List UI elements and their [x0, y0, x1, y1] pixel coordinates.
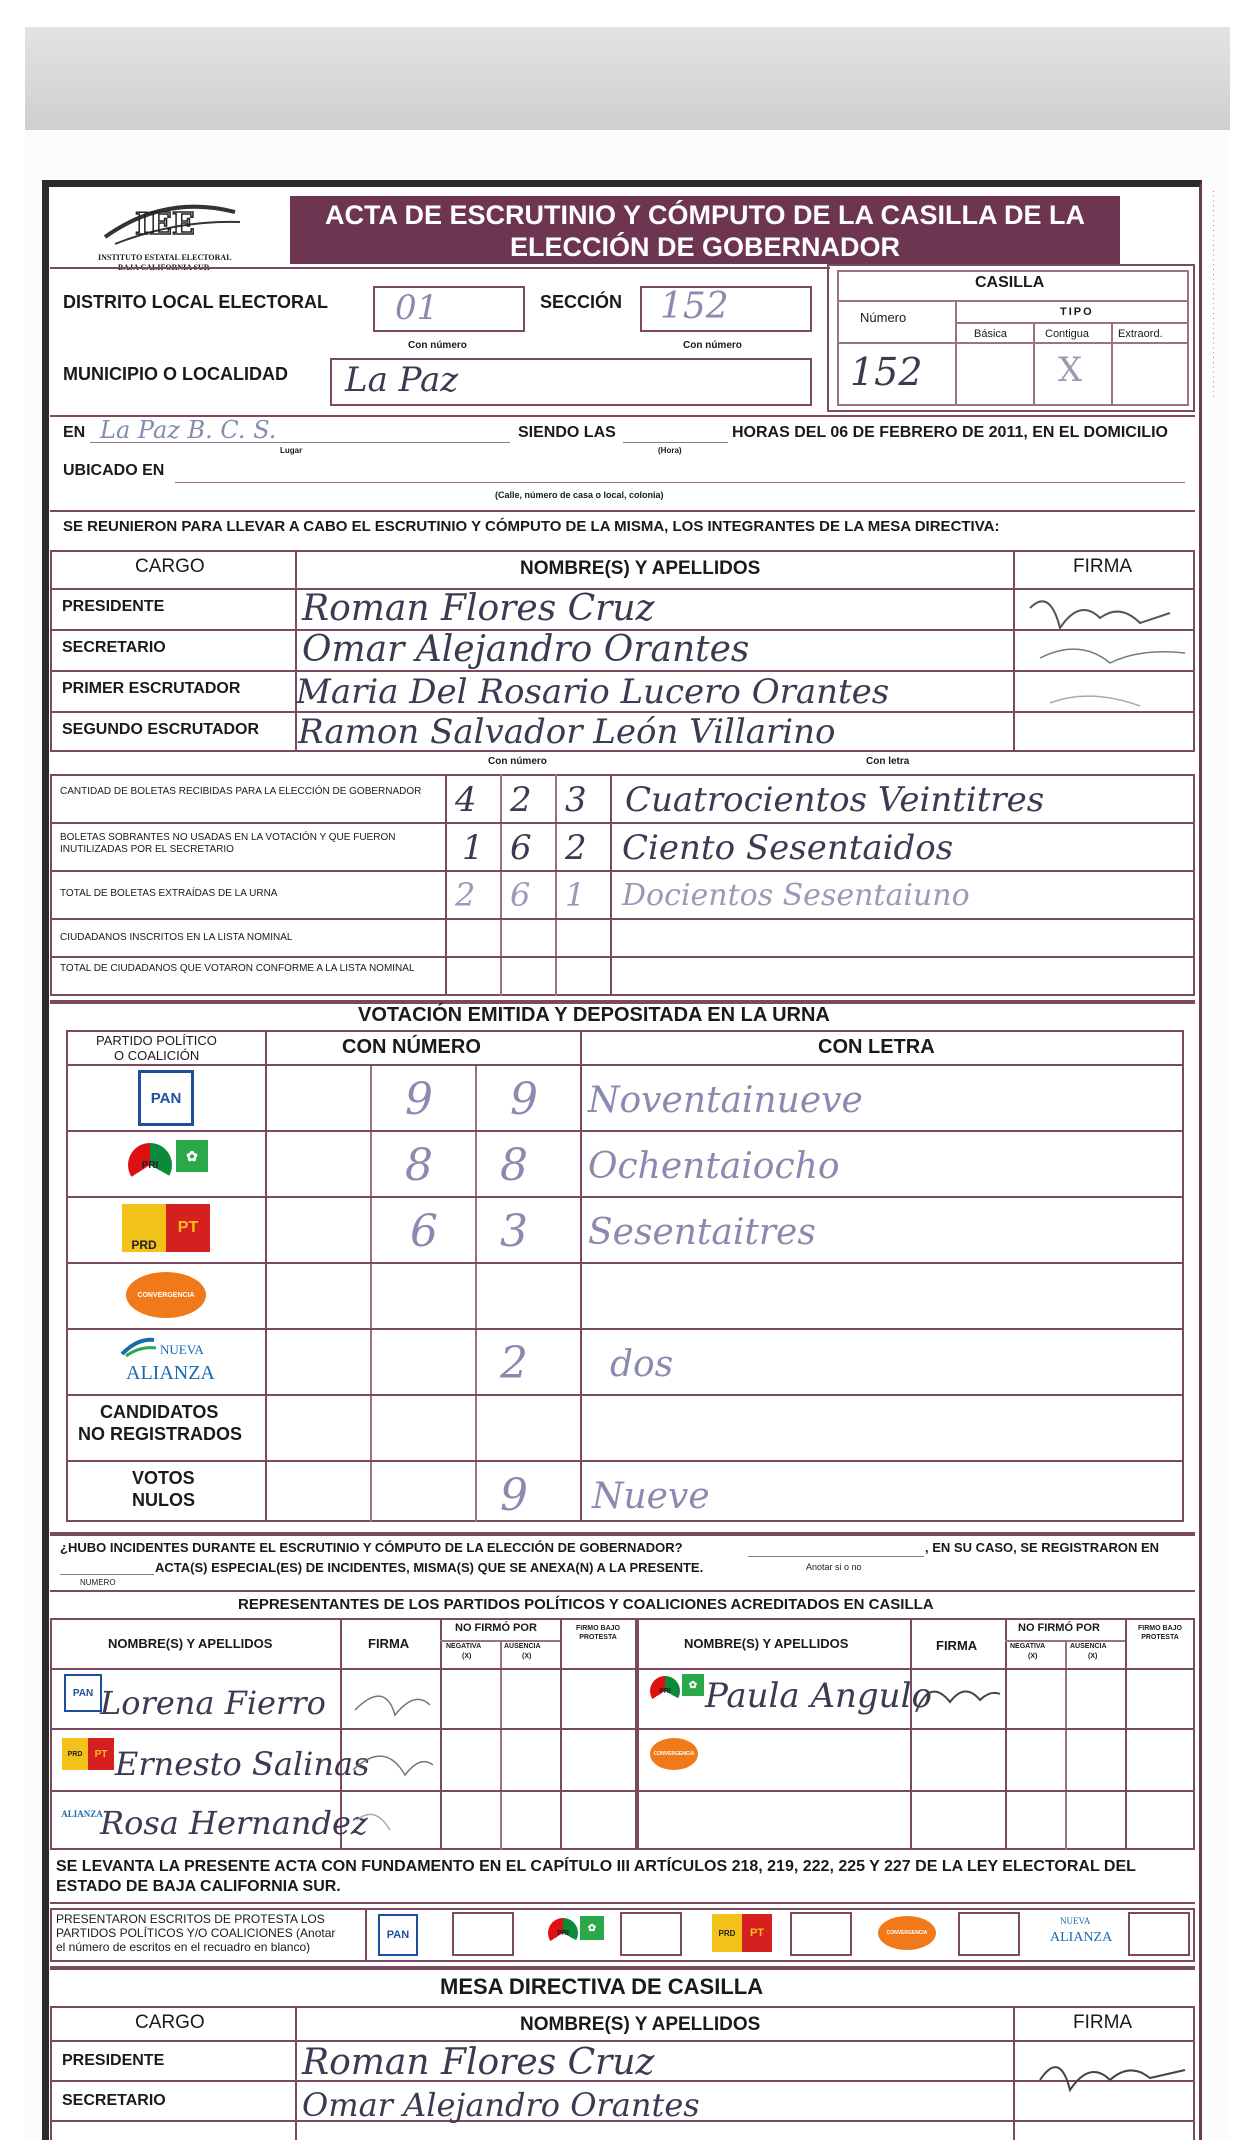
- boletas-sobrantes-d1: 1: [462, 828, 484, 868]
- boletas-sobrantes-d2: 6: [510, 828, 532, 868]
- protesta-pvem-logo-icon: ✿: [580, 1916, 604, 1940]
- title-line-1: ACTA DE ESCRUTINIO Y CÓMPUTO DE LA CASILLA DE LA: [324, 200, 1086, 230]
- protesta-pan-box[interactable]: [452, 1912, 514, 1956]
- boletas-recibidas-d1: 4: [455, 780, 477, 820]
- tipo-extraord: Extraord.: [1118, 328, 1163, 340]
- nulos-votos-letra: Nueve: [592, 1476, 710, 1517]
- protesta-prd-logo-icon: PRD: [712, 1914, 742, 1952]
- mesa-final-cargo-presidente: PRESIDENTE: [62, 2052, 165, 2069]
- boletas-extraidas-letra: Docientos Sesentaiuno: [622, 878, 970, 913]
- pri-logo-icon: PRI: [128, 1143, 172, 1187]
- mesa-col-firma: FIRMA: [1073, 556, 1133, 577]
- pt-logo-icon: PT: [166, 1204, 210, 1252]
- prd-votos-letra: Sesentaitres: [588, 1212, 816, 1253]
- prd-logo-icon: PRD: [122, 1204, 166, 1252]
- mesa-final-cargo-secretario: SECRETARIO: [62, 2092, 166, 2109]
- lugar-note: Lugar: [280, 446, 303, 455]
- mesa-cargo-secretario: SECRETARIO: [62, 639, 166, 656]
- na-votos-letra: dos: [610, 1344, 674, 1385]
- votacion-col-partido-2: O COALICIÓN: [114, 1048, 200, 1063]
- protesta-line3: el número de escritos en el recuadro en blanco): [56, 1940, 311, 1954]
- protesta-na-logo-icon: NUEVA ALIANZA: [1050, 1916, 1113, 1945]
- ciudadanos-inscritos-label: CIUDADANOS INSCRITOS EN LA LISTA NOMINAL: [60, 932, 293, 943]
- mesa-nombre-segundo: Ramon Salvador León Villarino: [298, 712, 836, 752]
- pvem-logo-icon: ✿: [176, 1140, 208, 1172]
- rep-no-firmo-left: NO FIRMÓ POR: [455, 1622, 537, 1634]
- side-margin-text: · · · · · · · · · · · · · · · · · · · · · · · · · · · · · · · · · · · · · · · · · · ·: [1209, 190, 1218, 398]
- boletas-extraidas-d1: 2: [455, 876, 476, 914]
- candidatos-label-2: NO REGISTRADOS: [78, 1424, 243, 1444]
- protesta-pan-logo-icon: PAN: [378, 1914, 418, 1956]
- horas-text: HORAS DEL 06 DE FEBRERO DE 2011, EN EL DOMICILIO: [732, 424, 1168, 441]
- fundamento-line2: ESTADO DE BAJA CALIFORNIA SUR.: [56, 1878, 341, 1895]
- numero-value: 152: [850, 350, 923, 394]
- rep-col-nombre-right: NOMBRE(S) Y APELLIDOS: [684, 1636, 849, 1651]
- protesta-line2: PARTIDOS POLÍTICOS Y/O COALICIONES (Anotar: [56, 1926, 336, 1940]
- rep-pan-logo-icon: PAN: [64, 1674, 102, 1712]
- boletas-extraidas-label: TOTAL DE BOLETAS EXTRAÍDAS DE LA URNA: [60, 888, 278, 899]
- rep-pt-logo-icon: PT: [88, 1738, 114, 1770]
- incidentes-line2: ACTA(S) ESPECIAL(ES) DE INCIDENTES, MISMA(S) QUE SE ANEXA(N) A LA PRESENTE.: [155, 1560, 704, 1575]
- votacion-col-letra: CON LETRA: [818, 1036, 935, 1058]
- incidentes-line1b: , EN SU CASO, SE REGISTRARON EN: [925, 1540, 1160, 1555]
- mesa-final-col-firma: FIRMA: [1073, 2012, 1133, 2033]
- title-line-2: ELECCIÓN DE GOBERNADOR: [509, 232, 901, 262]
- boletas-sobrantes-label: BOLETAS SOBRANTES NO USADAS EN LA VOTACIÓN Y QUE FUERON INUTILIZADAS POR EL SECRETARIO: [60, 832, 396, 855]
- distrito-label: DISTRITO LOCAL ELECTORAL: [63, 292, 329, 312]
- municipio-label: MUNICIPIO O LOCALIDAD: [63, 364, 288, 384]
- rep-col-nombre-left: NOMBRE(S) Y APELLIDOS: [108, 1636, 273, 1651]
- mesa-cargo-presidente: PRESIDENTE: [62, 598, 165, 615]
- rep-x-neg-left: (X): [462, 1653, 472, 1660]
- rep-x-aus-right: (X): [1088, 1653, 1098, 1660]
- rep-firmo-bajo-right: FIRMO BAJO PROTESTA: [1138, 1625, 1182, 1641]
- boletas-con-numero: Con número: [488, 756, 547, 767]
- rep-col-firma-left: FIRMA: [368, 1636, 410, 1651]
- en-value: La Paz B. C. S.: [100, 416, 277, 444]
- boletas-sobrantes-letra: Ciento Sesentaidos: [622, 828, 954, 868]
- logo-text: IEE: [135, 207, 195, 242]
- incidentes-anotar: Anotar si o no: [806, 1562, 862, 1572]
- protesta-pri-box[interactable]: [620, 1912, 682, 1956]
- pri-votos-d2: 8: [405, 1140, 433, 1191]
- rep-na-nombre: Rosa Hernandez: [100, 1804, 368, 1842]
- mesa-nombre-primer: Maria Del Rosario Lucero Orantes: [296, 672, 890, 712]
- en-label: EN: [63, 424, 86, 441]
- mesa-final-nombre-presidente: Roman Flores Cruz: [302, 2042, 655, 2083]
- rep-pvem-logo-icon: ✿: [682, 1674, 704, 1696]
- mesa-cargo-segundo: SEGUNDO ESCRUTADOR: [62, 721, 260, 738]
- seccion-label: SECCIÓN: [540, 292, 623, 312]
- votacion-col-partido-1: PARTIDO POLÍTICO: [96, 1033, 217, 1048]
- rep-negativa-left: NEGATIVA: [446, 1643, 482, 1650]
- rep-firmas-left-signature: [345, 1670, 437, 1850]
- calle-note: (Calle, número de casa o local, colonia): [495, 490, 664, 500]
- tipo-contigua: Contigua: [1045, 328, 1090, 340]
- distrito-value: 01: [395, 288, 439, 328]
- seccion-value: 152: [660, 286, 729, 327]
- fundamento-line1: SE LEVANTA LA PRESENTE ACTA CON FUNDAMENTO EN EL CAPÍTULO III ARTÍCULOS 218, 219, 222, 225 Y 227 DE LA LEY ELECTORAL DEL: [56, 1858, 1136, 1875]
- protesta-pri-logo-icon: PRI: [548, 1918, 578, 1948]
- prd-votos-d3: 3: [500, 1206, 528, 1257]
- rep-prd-nombre: Ernesto Salinas: [115, 1745, 370, 1783]
- representantes-title: REPRESENTANTES DE LOS PARTIDOS POLÍTICOS Y COALICIONES ACREDITADOS EN CASILLA: [238, 1596, 934, 1613]
- nulos-votos-d3: 9: [500, 1470, 528, 1521]
- municipio-value: La Paz: [345, 360, 459, 400]
- seccion-note: Con número: [683, 340, 742, 351]
- pan-votos-d2: 9: [405, 1074, 433, 1125]
- mesa-nombre-secretario: Omar Alejandro Orantes: [302, 629, 750, 670]
- tipo-mark: X: [1058, 350, 1083, 390]
- tipo-label: TIPO: [1060, 306, 1094, 318]
- mesa-cargo-primer: PRIMER ESCRUTADOR: [62, 680, 241, 697]
- pri-votos-letra: Ochentaiocho: [588, 1146, 840, 1187]
- org-state: BAJA CALIFORNIA SUR: [118, 263, 210, 272]
- rep-firmo-bajo-left: FIRMO BAJO PROTESTA: [576, 1625, 620, 1641]
- incidentes-line1: ¿HUBO INCIDENTES DURANTE EL ESCRUTINIO Y CÓMPUTO DE LA ELECCIÓN DE GOBERNADOR?: [60, 1540, 683, 1555]
- boletas-recibidas-label: CANTIDAD DE BOLETAS RECIBIDAS PARA LA ELECCIÓN DE GOBERNADOR: [60, 786, 422, 797]
- ubicado-label: UBICADO EN: [63, 462, 165, 479]
- protesta-convergencia-box[interactable]: [958, 1912, 1020, 1956]
- numero-label: Número: [860, 310, 907, 325]
- candidatos-label-1: CANDIDATOS: [100, 1402, 219, 1422]
- boletas-con-letra: Con letra: [866, 756, 910, 767]
- casilla-label: CASILLA: [975, 274, 1045, 291]
- iee-emblem-icon: [95, 192, 245, 252]
- rep-x-neg-right: (X): [1028, 1653, 1038, 1660]
- ciudadanos-votaron-label: TOTAL DE CIUDADANOS QUE VOTARON CONFORME A LA LISTA NOMINAL: [60, 963, 415, 974]
- rep-ausencia-left: AUSENCIA: [504, 1643, 541, 1650]
- tipo-basica: Básica: [974, 328, 1008, 340]
- votacion-col-numero: CON NÚMERO: [342, 1036, 481, 1058]
- rep-no-firmo-right: NO FIRMÓ POR: [1018, 1622, 1100, 1634]
- form-title: [290, 196, 1120, 264]
- boletas-recibidas-d2: 2: [510, 780, 532, 820]
- votacion-title: VOTACIÓN EMITIDA Y DEPOSITADA EN LA URNA: [358, 1004, 830, 1026]
- rep-negativa-right: NEGATIVA: [1010, 1643, 1046, 1650]
- prd-votos-d2: 6: [410, 1206, 438, 1257]
- nulos-label-1: VOTOS: [132, 1468, 195, 1488]
- boletas-extraidas-d3: 1: [565, 876, 586, 914]
- iee-logo: [95, 192, 245, 252]
- pan-logo-icon: PAN: [138, 1070, 194, 1126]
- rep-col-firma-right: FIRMA: [936, 1638, 978, 1653]
- scan-top-band: [25, 27, 1230, 130]
- convergencia-logo-icon: CONVERGENCIA: [126, 1272, 206, 1318]
- rep-pan-nombre: Lorena Fierro: [100, 1684, 326, 1722]
- protesta-pt-logo-icon: PT: [742, 1914, 772, 1952]
- mesa-col-cargo: CARGO: [135, 556, 205, 577]
- mesa-final-firma-signature: [1030, 2040, 1190, 2120]
- protesta-prd-box[interactable]: [790, 1912, 852, 1956]
- hora-note: (Hora): [658, 446, 682, 455]
- siendo-label: SIENDO LAS: [518, 424, 616, 441]
- rep-ausencia-right: AUSENCIA: [1070, 1643, 1107, 1650]
- pan-votos-d3: 9: [510, 1074, 538, 1125]
- protesta-na-box[interactable]: [1128, 1912, 1190, 1956]
- boletas-extraidas-d2: 6: [510, 876, 531, 914]
- rep-na-logo-icon: ALIANZA: [61, 1809, 103, 1819]
- mesa-final-col-cargo: CARGO: [135, 2012, 205, 2033]
- rep-pri-logo-icon: PRI: [650, 1676, 680, 1706]
- rep-convergencia-logo-icon: CONVERGENCIA: [650, 1738, 698, 1770]
- rep-prd-logo-icon: PRD: [62, 1738, 88, 1770]
- protesta-line1: PRESENTARON ESCRITOS DE PROTESTA LOS: [56, 1912, 325, 1926]
- mesa-intro: SE REUNIERON PARA LLEVAR A CABO EL ESCRUTINIO Y CÓMPUTO DE LA MISMA, LOS INTEGRANTES DE LA MESA DIRECTIVA:: [63, 518, 1000, 535]
- boletas-recibidas-letra: Cuatrocientos Veintitres: [625, 780, 1045, 820]
- na-votos-d3: 2: [500, 1338, 528, 1389]
- pri-votos-d3: 8: [500, 1140, 528, 1191]
- mesa-firmas-signature: [1020, 588, 1195, 752]
- rep-x-aus-left: (X): [522, 1653, 532, 1660]
- mesa-col-nombre: NOMBRE(S) Y APELLIDOS: [520, 558, 761, 579]
- nulos-label-2: NULOS: [132, 1490, 195, 1510]
- pan-votos-letra: Noventainueve: [588, 1080, 863, 1121]
- boletas-recibidas-d3: 3: [565, 780, 587, 820]
- mesa-final-title: MESA DIRECTIVA DE CASILLA: [440, 1974, 764, 1999]
- mesa-final-col-nombre: NOMBRE(S) Y APELLIDOS: [520, 2014, 761, 2035]
- boletas-sobrantes-d3: 2: [565, 828, 587, 868]
- protesta-convergencia-logo-icon: CONVERGENCIA: [878, 1916, 936, 1950]
- mesa-nombre-presidente: Roman Flores Cruz: [302, 588, 655, 629]
- distrito-note: Con número: [408, 340, 467, 351]
- mesa-final-nombre-secretario: Omar Alejandro Orantes: [302, 2086, 700, 2124]
- rep-pri-firma-signature: [910, 1672, 1005, 1728]
- nueva-alianza-logo-icon: NUEVA ALIANZA: [118, 1336, 228, 1390]
- org-name: INSTITUTO ESTATAL ELECTORAL: [98, 253, 232, 262]
- incidentes-numero: NUMERO: [80, 1578, 116, 1587]
- rep-pri-nombre: Paula Angulo: [705, 1676, 932, 1716]
